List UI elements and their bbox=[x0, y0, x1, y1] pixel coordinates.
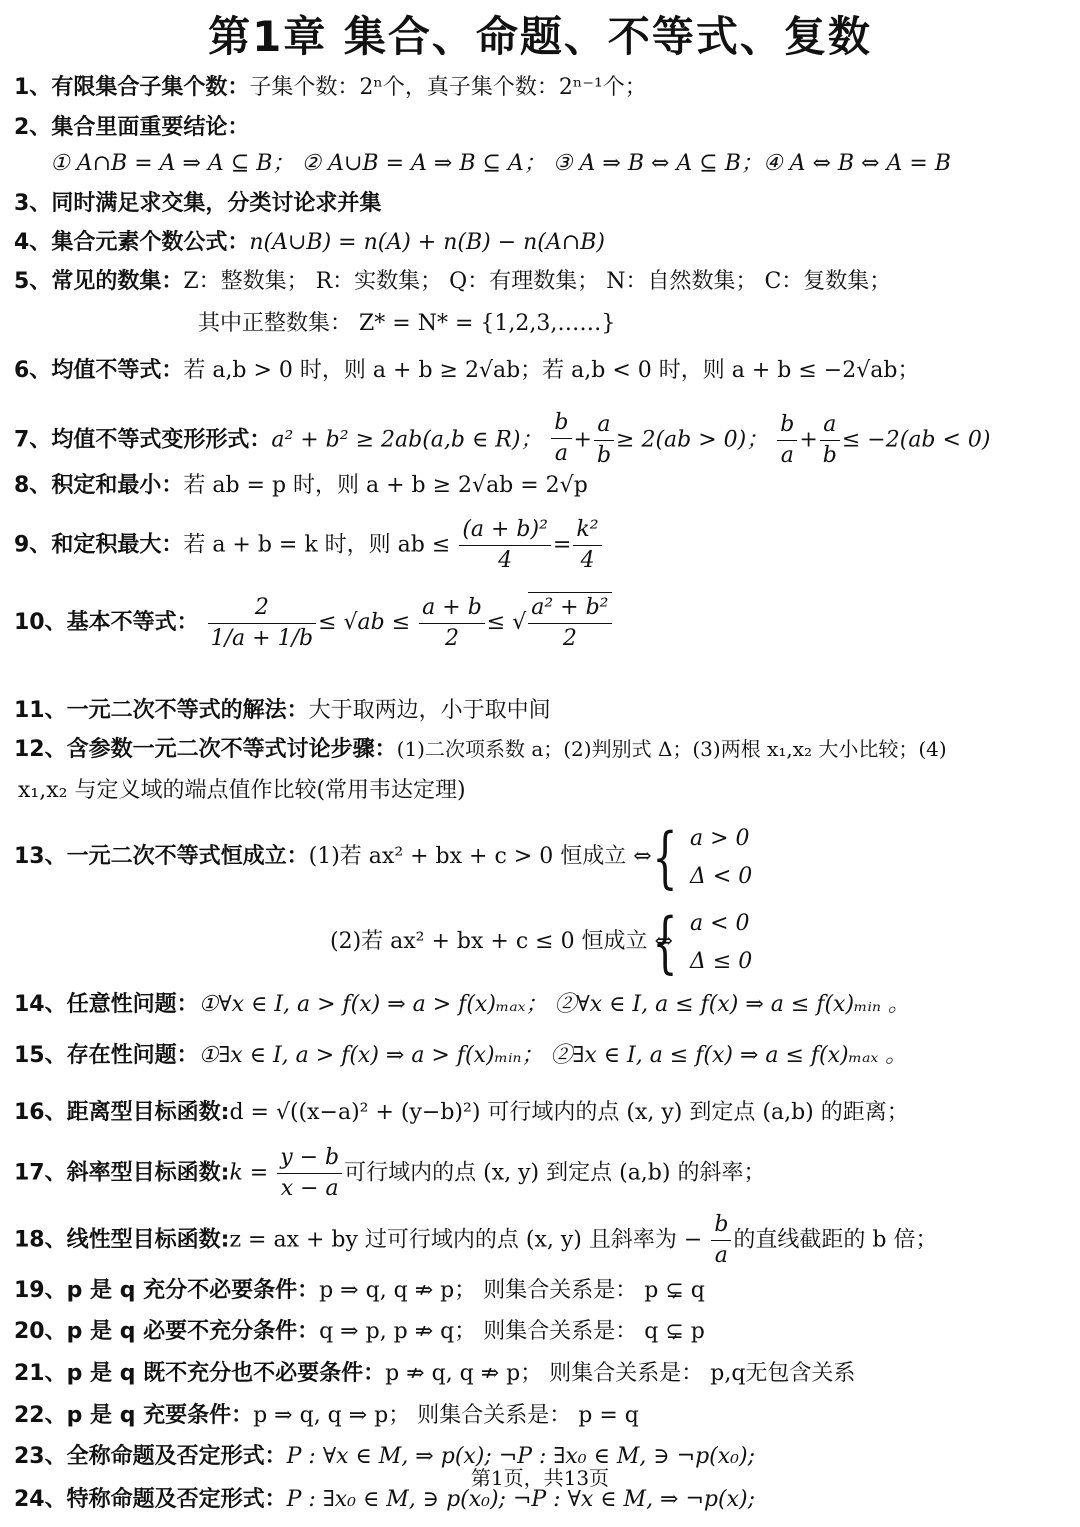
item-number: 21、 bbox=[14, 1361, 67, 1386]
item-body: ①∀x ∈ I, a > f(x) ⇒ a > f(x)ₘₐₓ； ②∀x ∈ I, a ≤ f(x) ⇒ a ≤ f(x)ₘᵢₙ 。 bbox=[198, 992, 910, 1017]
item-number: 14、 bbox=[14, 992, 67, 1017]
item-body: 其中正整数集： Z* = N* = {1,2,3,……} bbox=[198, 311, 616, 336]
item-17 bbox=[14, 1143, 1066, 1204]
item-body: (1)二次项系数 a；(2)判别式 Δ；(3)两根 x₁,x₂ 大小比较；(4) bbox=[396, 737, 947, 761]
fraction: $\frac{y - b}{x - a}$ bbox=[277, 1143, 342, 1204]
item-heading: 积定和最小： bbox=[51, 473, 184, 498]
fraction: $\frac{b}{a}$ bbox=[551, 408, 571, 469]
fraction: $\frac{\text{(a + b)²}}{4}$ bbox=[459, 515, 551, 576]
item-heading: 集合元素个数公式： bbox=[51, 230, 250, 255]
item-heading: 全称命题及否定形式： bbox=[66, 1444, 287, 1469]
item-body: Z：整数集； R：实数集； Q：有理数集； N：自然数集； C：复数集； bbox=[183, 269, 892, 294]
item-number: 10、 bbox=[14, 610, 67, 635]
item-number: 7、 bbox=[14, 427, 52, 453]
item-5 bbox=[14, 268, 1066, 296]
item-body: ① A∩B = A ⇒ A ⊆ B； ② A∪B = A ⇒ B ⊆ A； ③ A ⇒ B ⇔ A ⊆ B；④ A ⇔ B ⇔ A = B bbox=[50, 151, 951, 176]
item-number: 16、 bbox=[14, 1100, 67, 1125]
item-16 bbox=[14, 1099, 1066, 1127]
item-heading: 常见的数集： bbox=[51, 269, 184, 294]
item-heading: 一元二次不等式的解法： bbox=[66, 698, 309, 723]
item-body: ≥ 2(ab > 0)； bbox=[616, 427, 769, 453]
item-number: 22、 bbox=[14, 1403, 67, 1428]
item-heading: 存在性问题： bbox=[66, 1043, 199, 1068]
item-heading: 特称命题及否定形式： bbox=[66, 1487, 287, 1512]
item-body: z = ax + by 过可行域内的点 (x, y) 且斜率为 − bbox=[229, 1227, 703, 1253]
item-7: 7、均值不等式变形形式：a² + b² ≥ 2ab(a,b ∈ R)； $\frac{b}{a}$ + $\frac{a}{b}$ ≥ 2(ab > 0)； $\frac{b}{a}$ + $\frac{a}{b}$ ≤ −2(ab < 0) bbox=[14, 410, 1066, 471]
item-24 bbox=[14, 1486, 1066, 1514]
item-3 bbox=[14, 190, 1066, 218]
equals-sign: = bbox=[552, 532, 572, 558]
fraction: $\frac{b}{a}$ bbox=[711, 1210, 731, 1271]
fraction: $\frac{\text{k²}}{4}$ bbox=[573, 515, 601, 576]
fraction: $\frac{b}{a}$ bbox=[777, 410, 797, 471]
item-22 bbox=[14, 1402, 1066, 1430]
item-number: 23、 bbox=[14, 1444, 67, 1469]
item-heading: p 是 q 充分不必要条件： bbox=[66, 1278, 320, 1303]
item-number: 17、 bbox=[14, 1160, 67, 1186]
item-heading: 集合里面重要结论： bbox=[51, 115, 250, 140]
item-heading: 同时满足求交集，分类讨论求并集 bbox=[51, 191, 382, 216]
condition: Δ < 0 bbox=[690, 864, 753, 889]
item-12-body2 bbox=[18, 777, 466, 805]
item-13 bbox=[14, 843, 1066, 871]
item-18 bbox=[14, 1210, 1066, 1271]
item-heading: p 是 q 必要不充分条件： bbox=[66, 1319, 320, 1344]
item-6 bbox=[14, 357, 1066, 385]
item-number: 13、 bbox=[14, 844, 67, 869]
item-number: 18、 bbox=[14, 1227, 67, 1253]
fraction: $\frac{2}{1/a + 1/b}$ bbox=[208, 593, 316, 654]
item-21 bbox=[14, 1360, 1066, 1388]
item-body: (2)若 ax² + bx + c ≤ 0 恒成立 ⇔ bbox=[330, 929, 673, 954]
item-heading: p 是 q 既不充分也不必要条件： bbox=[66, 1361, 386, 1386]
item-number: 12、 bbox=[14, 737, 67, 762]
item-heading: 基本不等式： bbox=[66, 610, 199, 635]
item-body: 若 a + b = k 时，则 ab ≤ bbox=[183, 532, 451, 558]
condition-brace-2 bbox=[644, 905, 752, 981]
condition: Δ ≤ 0 bbox=[690, 949, 753, 974]
item-body: 大于取两边，小于取中间 bbox=[308, 698, 551, 723]
item-body: n(A∪B) = n(A) + n(B) − n(A∩B) bbox=[249, 230, 605, 255]
item-number: 9、 bbox=[14, 532, 52, 558]
item-body: ①∃x ∈ I, a > f(x) ⇒ a > f(x)ₘᵢₙ； ②∃x ∈ I, a ≤ f(x) ⇒ a ≤ f(x)ₘₐₓ 。 bbox=[198, 1043, 908, 1068]
item-body: 的直线截距的 b 倍； bbox=[733, 1227, 938, 1253]
item-heading: 均值不等式变形形式： bbox=[51, 427, 272, 453]
item-15 bbox=[14, 1042, 1066, 1070]
item-heading: 均值不等式： bbox=[51, 358, 184, 383]
fraction: $\frac{a}{b}$ bbox=[820, 410, 840, 471]
item-number: 24、 bbox=[14, 1487, 67, 1512]
item-number: 5、 bbox=[14, 269, 52, 294]
item-body: P : ∀x ∈ M, ⇒ p(x); ¬P : ∃x₀ ∈ M, ∋ ¬p(x₀); bbox=[286, 1444, 755, 1469]
fraction: $\frac{\text{a² + b²}}{2}$ bbox=[528, 592, 611, 654]
brace-icon: { bbox=[652, 819, 678, 896]
item-number: 3、 bbox=[14, 191, 52, 216]
condition-brace-1 bbox=[644, 820, 752, 896]
item-body: x₁,x₂ 与定义域的端点值作比较(常用韦达定理) bbox=[18, 778, 466, 803]
item-11 bbox=[14, 697, 1066, 725]
item-body: p ⇏ q, q ⇏ p； 则集合关系是： p,q无包含关系 bbox=[385, 1361, 856, 1386]
item-4 bbox=[14, 229, 1066, 257]
item-heading: 和定积最大： bbox=[51, 532, 184, 558]
item-number: 1、 bbox=[14, 75, 52, 100]
item-heading: 斜率型目标函数: bbox=[66, 1160, 230, 1186]
item-number: 8、 bbox=[14, 473, 52, 498]
item-2 bbox=[14, 114, 1066, 142]
item-body: 可行域内的点 (x, y) 到定点 (a,b) 的斜率； bbox=[344, 1160, 766, 1186]
item-heading: 含参数一元二次不等式讨论步骤： bbox=[66, 737, 397, 762]
item-heading: 任意性问题： bbox=[66, 992, 199, 1017]
item-2-body bbox=[50, 150, 951, 178]
item-body: (1)若 ax² + bx + c > 0 恒成立 ⇔ bbox=[308, 844, 652, 869]
item-heading: p 是 q 充要条件： bbox=[66, 1403, 254, 1428]
page-footer: 第1页，共13页 bbox=[470, 1466, 610, 1490]
item-1 bbox=[14, 74, 1066, 102]
item-body: P : ∃x₀ ∈ M, ∋ p(x₀); ¬P : ∀x ∈ M, ⇒ ¬p(x); bbox=[286, 1487, 755, 1512]
item-body: a² + b² ≥ 2ab(a,b ∈ R)； bbox=[271, 427, 543, 453]
item-5-body2 bbox=[198, 310, 615, 338]
item-8 bbox=[14, 472, 1066, 500]
item-number: 4、 bbox=[14, 230, 52, 255]
sqrt-sign: ≤ √ bbox=[486, 610, 527, 635]
item-number: 2、 bbox=[14, 115, 52, 140]
brace-icon: { bbox=[652, 904, 678, 981]
item-number: 11、 bbox=[14, 698, 67, 723]
item-number: 19、 bbox=[14, 1278, 67, 1303]
item-body: 若 ab = p 时，则 a + b ≥ 2√ab = 2√p bbox=[183, 473, 588, 498]
item-heading: 距离型目标函数: bbox=[66, 1100, 230, 1125]
item-body: d = √((x−a)² + (y−b)²) 可行域内的点 (x, y) 到定点 (a,b) 的距离； bbox=[229, 1100, 909, 1125]
item-body: k = bbox=[229, 1160, 269, 1186]
item-body: 子集个数：2ⁿ个，真子集个数：2ⁿ⁻¹个； bbox=[249, 75, 647, 100]
fraction: $\frac{a}{b}$ bbox=[594, 410, 614, 471]
condition: a > 0 bbox=[690, 826, 750, 851]
item-heading: 一元二次不等式恒成立： bbox=[66, 844, 309, 869]
item-20 bbox=[14, 1318, 1066, 1346]
item-heading: 线性型目标函数: bbox=[66, 1227, 230, 1253]
item-body: p ⇒ q, q ⇏ p； 则集合关系是： p ⊊ q bbox=[319, 1278, 705, 1303]
item-body: q ⇒ p, p ⇏ q； 则集合关系是： q ⊊ p bbox=[319, 1319, 705, 1344]
item-13-body2 bbox=[330, 928, 673, 956]
item-body: p ⇒ q, q ⇒ p； 则集合关系是： p = q bbox=[253, 1403, 639, 1428]
item-14 bbox=[14, 991, 1066, 1019]
condition: a < 0 bbox=[690, 911, 750, 936]
item-number: 20、 bbox=[14, 1319, 67, 1344]
item-19 bbox=[14, 1277, 1066, 1305]
item-body: ≤ −2(ab < 0) bbox=[841, 427, 991, 453]
item-body: ≤ √ab ≤ bbox=[318, 610, 411, 635]
item-12 bbox=[14, 735, 1066, 764]
item-10 bbox=[14, 592, 1066, 654]
item-body: 若 a,b > 0 时，则 a + b ≥ 2√ab；若 a,b < 0 时，则 a + b ≤ −2√ab； bbox=[183, 358, 920, 383]
item-9 bbox=[14, 515, 1066, 576]
item-heading: 有限集合子集个数： bbox=[51, 75, 250, 100]
item-number: 15、 bbox=[14, 1043, 67, 1068]
fraction: $\frac{a + b}{2}$ bbox=[419, 593, 485, 654]
item-number: 6、 bbox=[14, 358, 52, 383]
chapter-title: 第1章 集合、命题、不等式、复数 bbox=[208, 12, 872, 61]
